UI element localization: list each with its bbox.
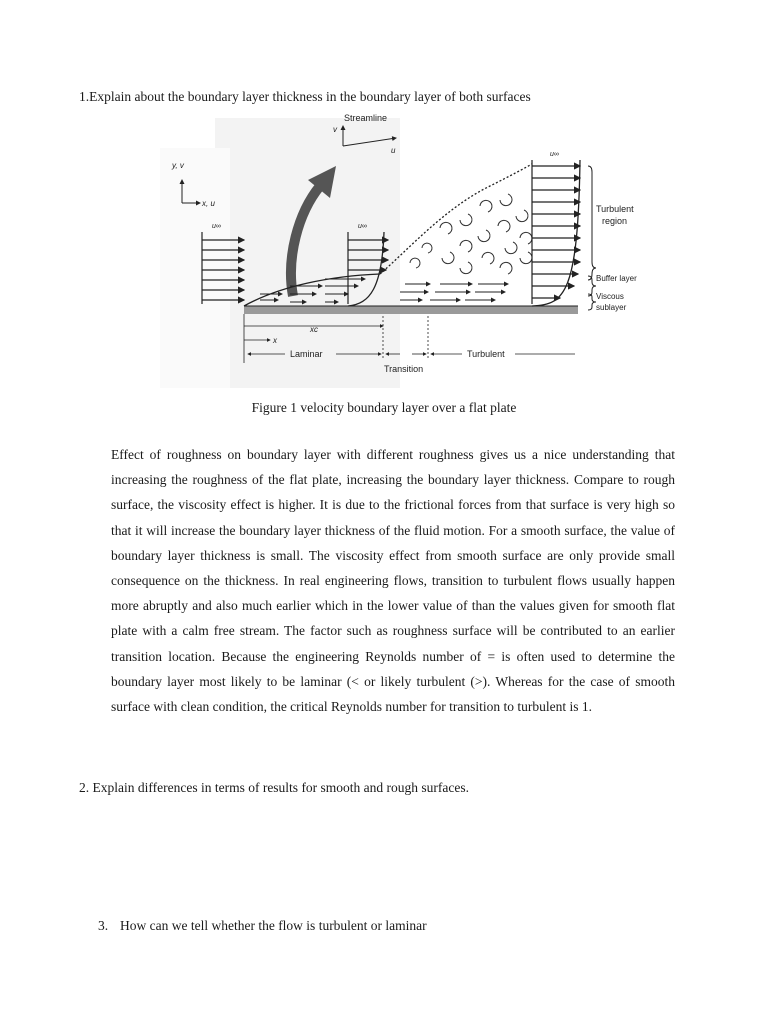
question-3-text: How can we tell whether the flow is turbulent or laminar — [120, 918, 427, 933]
boundary-layer-figure — [160, 108, 637, 390]
viscous-label-1: Viscous — [596, 292, 624, 301]
u-inf-label-2: u∞ — [358, 223, 367, 230]
xu-label: x, u — [202, 199, 215, 208]
viscous-label-2: sublayer — [596, 303, 627, 312]
turbulent-region-label-2: region — [602, 216, 628, 226]
x-label: x — [273, 336, 277, 345]
transition-label: Transition — [384, 364, 424, 374]
figure-caption: Figure 1 velocity boundary layer over a flat plate — [251, 400, 517, 415]
question-3-number: 3. — [98, 918, 109, 933]
turbulent-region-label-1: Turbulent — [596, 204, 634, 214]
yv-label: y, v — [172, 161, 184, 170]
xc-label: xc — [310, 325, 318, 334]
body-paragraph: Effect of roughness on boundary layer with different roughness gives us a nice understanding that increasing the roughness of the flat plate, increasing the boundary layer thickness. Compare to rough surface, the viscosity effect is higher. It is due to the frictional forces from that surface is very high so that it will increase the boundary layer thickness of the fluid motion. For a smooth surface, the value of boundary layer thickness is small. The viscosity effect from smooth surface are only provide small consequence on the thickness. In real engineering flows, transition to turbulent flows usually happen more abruptly and also much earlier which in the lower value of than the values given for smooth flat plate with a calm free stream. The factor such as roughness surface will be contributed to an earlier transition location. Because the engineering Reynolds number of = is often used to determine the boundary layer most likely to be laminar (< or likely turbulent (>). Whereas for the case of smooth surface with clean condition, the critical Reynolds number for transition to turbulent is 1. — [111, 447, 675, 715]
buffer-layer-label: Buffer layer — [596, 274, 637, 283]
u-inf-label-1: u∞ — [212, 223, 221, 230]
laminar-label: Laminar — [290, 349, 323, 359]
turbulent-label: Turbulent — [467, 349, 505, 359]
question-2: 2. Explain differences in terms of results for smooth and rough surfaces. — [79, 780, 470, 795]
u-label: u — [391, 146, 396, 155]
v-label: v — [333, 125, 337, 134]
u-inf-label-3: u∞ — [550, 151, 559, 158]
streamline-label: Streamline — [344, 113, 388, 123]
question-1: 1.Explain about the boundary layer thickness in the boundary layer of both surfaces — [79, 89, 531, 104]
question-3 — [98, 917, 427, 935]
